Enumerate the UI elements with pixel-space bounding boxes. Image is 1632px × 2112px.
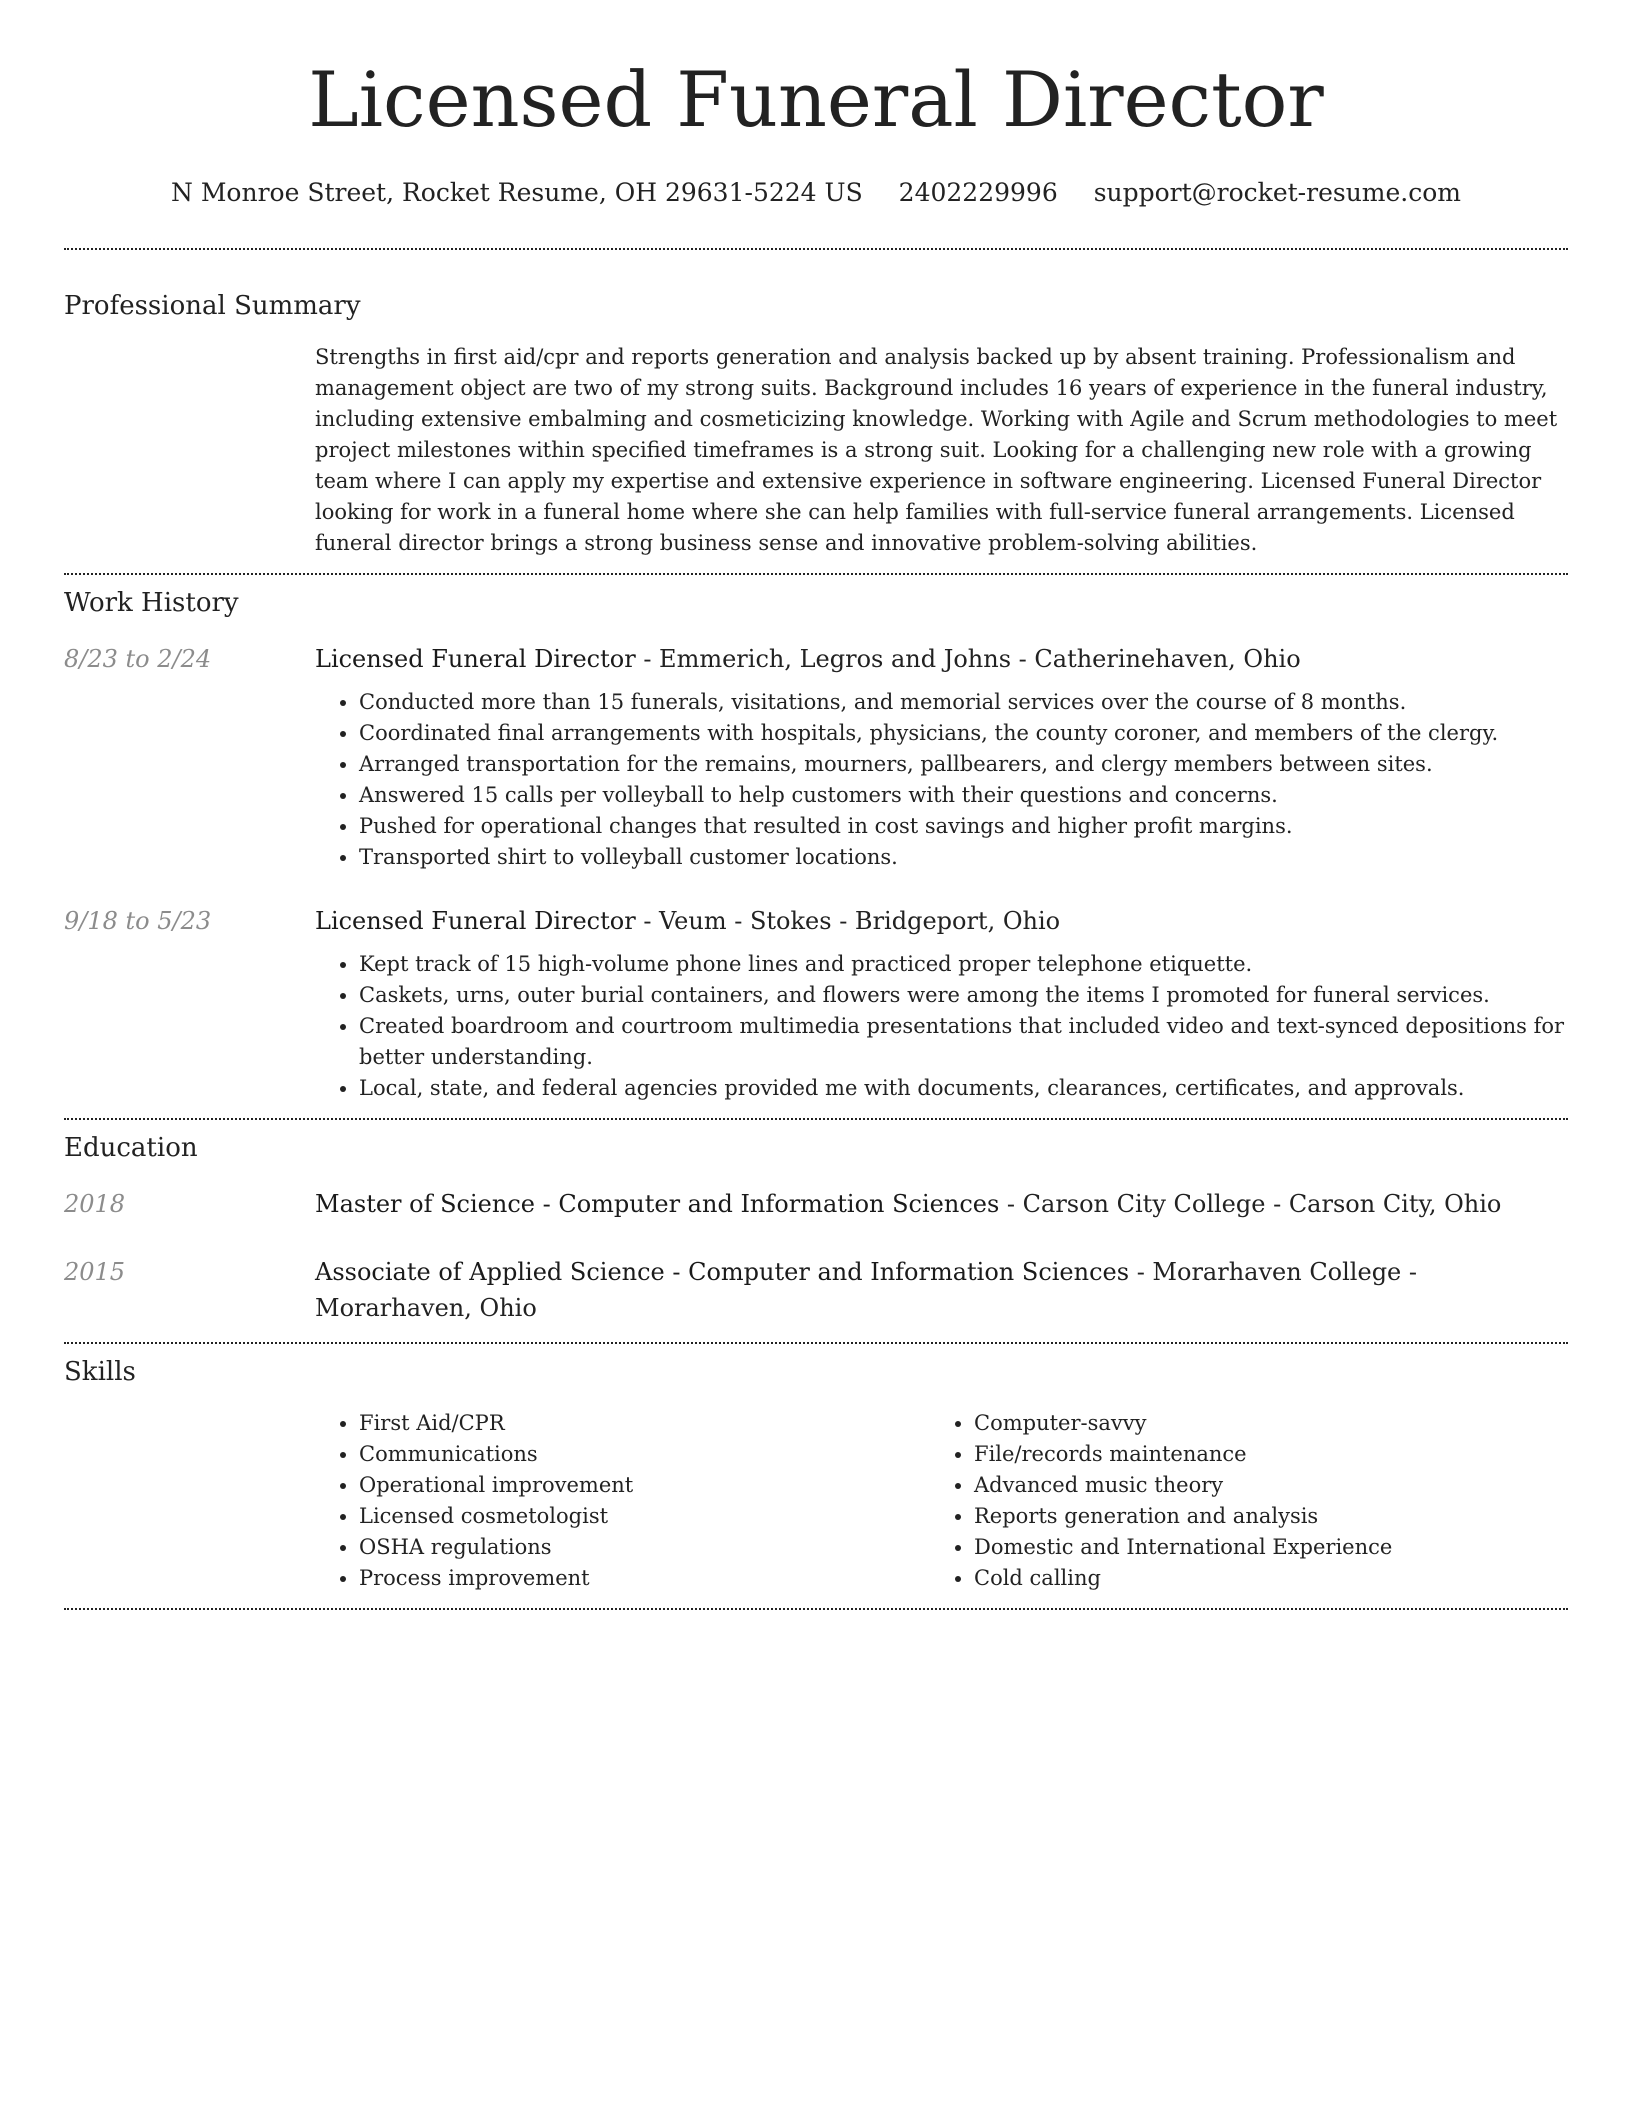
skill-item: • First Aid/CPR xyxy=(359,1408,930,1439)
education-year: 2015 xyxy=(64,1258,126,1286)
education-year: 2018 xyxy=(64,1190,126,1218)
job-employer-location: - Veum - Stokes - Bridgeport, Ohio xyxy=(635,907,1061,935)
summary-heading: Professional Summary xyxy=(64,291,361,321)
skills-column-right xyxy=(930,1408,1545,1594)
candidate-name: Licensed Funeral Director xyxy=(308,55,1324,144)
education-heading-line xyxy=(315,1254,1568,1326)
job-bullet: • Local, state, and federal agencies provided me with documents, clearances, certificates, and approvals. xyxy=(359,1073,1568,1104)
job-bullet: • Answered 15 calls per volleyball to help customers with their questions and concerns. xyxy=(359,780,1568,811)
job-bullet: • Transported shirt to volleyball customer locations. xyxy=(359,842,1568,873)
skill-item: • Licensed cosmetologist xyxy=(359,1501,930,1532)
job-heading xyxy=(315,903,1568,939)
skill-item: • OSHA regulations xyxy=(359,1532,930,1563)
job-bullet: • Pushed for operational changes that resulted in cost savings and higher profit margins. xyxy=(359,811,1568,842)
skills-list-right xyxy=(930,1408,1545,1594)
job-entry xyxy=(64,641,1568,873)
job-bullet-list xyxy=(315,949,1568,1104)
skill-item: • Reports generation and analysis xyxy=(974,1501,1545,1532)
skills-columns xyxy=(315,1408,1568,1594)
job-bullet: • Arranged transportation for the remains, mourners, pallbearers, and clergy members between sites. xyxy=(359,749,1568,780)
work-section xyxy=(64,575,1568,1104)
job-entry xyxy=(64,903,1568,1104)
education-heading: Education xyxy=(64,1133,198,1163)
job-bullet: • Created boardroom and courtroom multimedia presentations that included video and text-synced depositions for better understanding. xyxy=(359,1011,1568,1073)
skill-item: • File/records maintenance xyxy=(974,1439,1545,1470)
job-heading xyxy=(315,641,1568,677)
job-content xyxy=(315,641,1568,873)
job-content xyxy=(315,903,1568,1104)
job-bullet: • Kept track of 15 high-volume phone lines and practiced proper telephone etiquette. xyxy=(359,949,1568,980)
education-entry xyxy=(64,1254,1568,1326)
job-position: Licensed Funeral Director xyxy=(315,645,636,673)
skills-divider xyxy=(64,1608,1568,1610)
summary-text: Strengths in first aid/cpr and reports generation and analysis backed up by absent training. Professionalism and management object are two of my strong suits. Background includes 16 years of experience in the funeral industry, including extensive embalming and cosmeticizing knowledge. Working with Agile and Scrum methodologies to meet project milestones within specified timeframes is a strong suit. Looking for a challenging new role with a growing team where I can apply my expertise and extensive experience in software engineering. Licensed Funeral Director looking for work in a funeral home where she can help families with full-service funeral arrangements. Licensed funeral director brings a strong business sense and innovative problem-solving abilities. xyxy=(315,345,1558,555)
education-degree: Master of Science - Computer and Information Sciences xyxy=(315,1190,1000,1218)
job-bullet: • Conducted more than 15 funerals, visitations, and memorial services over the course of 8 months. xyxy=(359,687,1568,718)
job-bullet: • Coordinated final arrangements with hospitals, physicians, the county coroner, and members of the clergy. xyxy=(359,718,1568,749)
resume-header xyxy=(64,0,1568,210)
skill-item: • Communications xyxy=(359,1439,930,1470)
summary-section xyxy=(64,250,1568,559)
skill-item: • Domestic and International Experience xyxy=(974,1532,1545,1563)
education-heading-line xyxy=(315,1186,1568,1222)
education-degree: Associate of Applied Science - Computer and Information Sciences xyxy=(315,1258,1130,1286)
job-bullet: • Caskets, urns, outer burial containers, and flowers were among the items I promoted for funeral services. xyxy=(359,980,1568,1011)
work-heading: Work History xyxy=(64,588,239,618)
skill-item: • Operational improvement xyxy=(359,1470,930,1501)
skill-item: • Process improvement xyxy=(359,1563,930,1594)
skill-item: • Cold calling xyxy=(974,1563,1545,1594)
job-dates: 9/18 to 5/23 xyxy=(64,907,212,935)
job-bullet-list xyxy=(315,687,1568,873)
skills-section xyxy=(64,1344,1568,1594)
job-dates: 8/23 to 2/24 xyxy=(64,645,212,673)
education-school-location: - Carson City College - Carson City, Ohio xyxy=(999,1190,1502,1218)
education-entry xyxy=(64,1186,1568,1222)
skills-list-left xyxy=(315,1408,930,1594)
skills-column-left xyxy=(315,1408,930,1594)
contact-phone: 2402229996 xyxy=(898,178,1058,207)
contact-line xyxy=(64,176,1568,210)
job-position: Licensed Funeral Director xyxy=(315,907,636,935)
education-school-location: - Morarhaven College - Morarhaven, Ohio xyxy=(315,1258,1417,1322)
contact-address: N Monroe Street, Rocket Resume, OH 29631-5224 US xyxy=(171,178,863,207)
skills-heading: Skills xyxy=(64,1357,136,1387)
contact-email[interactable]: support@rocket-resume.com xyxy=(1093,178,1461,207)
education-section xyxy=(64,1120,1568,1326)
skill-item: • Computer-savvy xyxy=(974,1408,1545,1439)
job-employer-location: - Emmerich, Legros and Johns - Catherinehaven, Ohio xyxy=(635,645,1301,673)
skill-item: • Advanced music theory xyxy=(974,1470,1545,1501)
